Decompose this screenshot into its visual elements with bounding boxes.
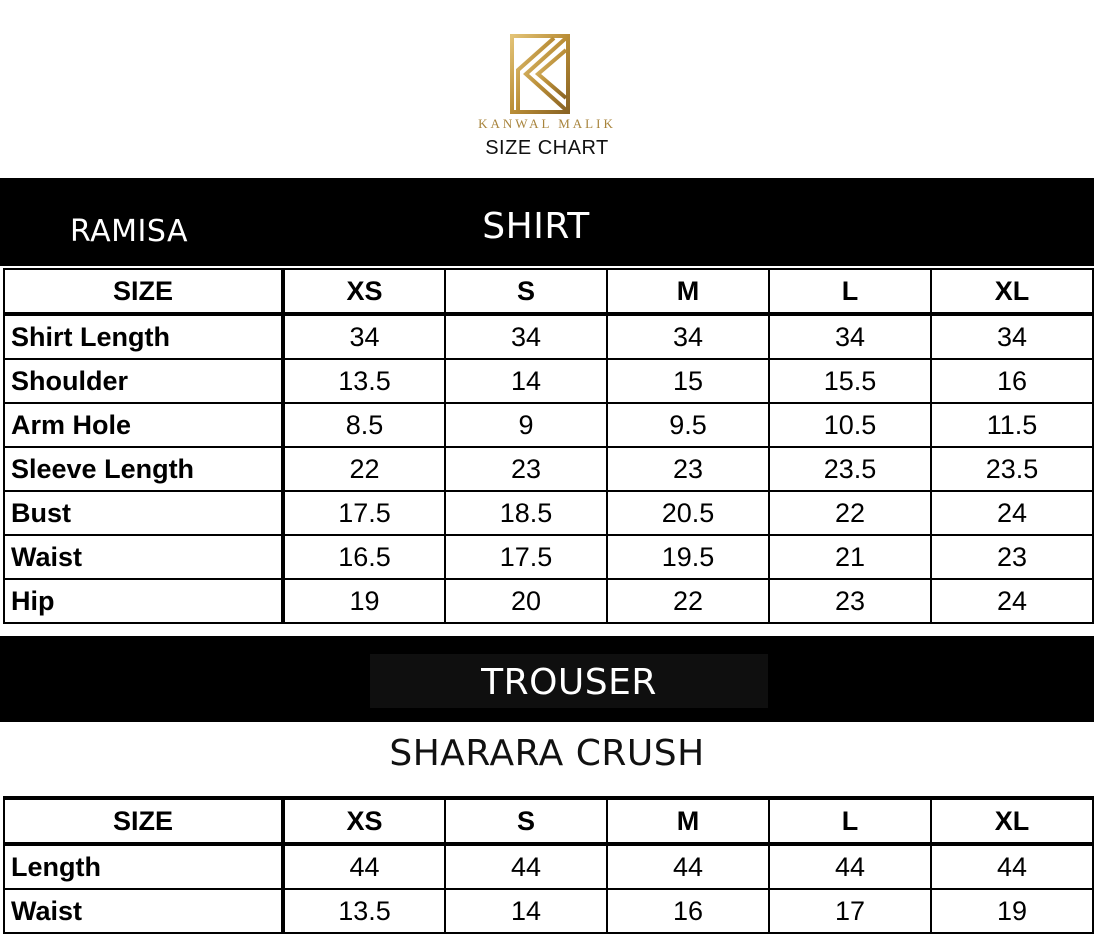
table-cell: 22: [283, 447, 445, 491]
table-cell: 20.5: [607, 491, 769, 535]
table-cell: 15.5: [769, 359, 931, 403]
column-header: M: [607, 798, 769, 844]
table-row: [4, 403, 1093, 447]
table-row: [4, 844, 1093, 889]
shirt-section-title: SHIRT: [482, 206, 590, 247]
trouser-section-title: TROUSER: [370, 654, 768, 708]
shirt-size-table: [3, 268, 1094, 624]
table-cell: 22: [769, 491, 931, 535]
table-cell: 23: [931, 535, 1093, 579]
table-cell: 21: [769, 535, 931, 579]
column-header: SIZE: [4, 269, 283, 314]
table-cell: 11.5: [931, 403, 1093, 447]
table-cell: 17.5: [283, 491, 445, 535]
table-cell: 44: [931, 844, 1093, 889]
row-label: Waist: [4, 535, 283, 579]
table-cell: 17.5: [445, 535, 607, 579]
table-cell: 44: [445, 844, 607, 889]
column-header: S: [445, 798, 607, 844]
row-label: Arm Hole: [4, 403, 283, 447]
row-label: Hip: [4, 579, 283, 623]
table-cell: 8.5: [283, 403, 445, 447]
column-header: XL: [931, 269, 1093, 314]
page-subtitle: SIZE CHART: [485, 137, 609, 159]
table-row: [4, 535, 1093, 579]
table-cell: 34: [283, 314, 445, 359]
column-header: L: [769, 269, 931, 314]
table-cell: 44: [607, 844, 769, 889]
table-cell: 14: [445, 359, 607, 403]
table-cell: 34: [931, 314, 1093, 359]
column-header: S: [445, 269, 607, 314]
table-cell: 19: [283, 579, 445, 623]
column-header: SIZE: [4, 798, 283, 844]
table-cell: 14: [445, 889, 607, 933]
table-cell: 34: [607, 314, 769, 359]
row-label: Waist: [4, 889, 283, 933]
table-cell: 13.5: [283, 359, 445, 403]
column-header: M: [607, 269, 769, 314]
column-header: L: [769, 798, 931, 844]
table-row: [4, 889, 1093, 933]
table-cell: 44: [769, 844, 931, 889]
table-cell: 16: [931, 359, 1093, 403]
table-cell: 17: [769, 889, 931, 933]
table-cell: 23: [445, 447, 607, 491]
table-cell: 23: [607, 447, 769, 491]
table-cell: 20: [445, 579, 607, 623]
table-cell: 34: [769, 314, 931, 359]
table-cell: 23.5: [769, 447, 931, 491]
brand-name: KANWAL MALIK: [478, 116, 616, 131]
column-header: XS: [283, 269, 445, 314]
table-cell: 9: [445, 403, 607, 447]
table-cell: 23: [769, 579, 931, 623]
table-cell: 13.5: [283, 889, 445, 933]
table-header-row: [4, 798, 1093, 844]
table-cell: 24: [931, 579, 1093, 623]
shirt-product-name: RAMISA: [70, 214, 189, 249]
table-row: [4, 579, 1093, 623]
table-cell: 15: [607, 359, 769, 403]
table-cell: 9.5: [607, 403, 769, 447]
table-row: [4, 491, 1093, 535]
table-cell: 19.5: [607, 535, 769, 579]
table-cell: 10.5: [769, 403, 931, 447]
table-cell: 16.5: [283, 535, 445, 579]
row-label: Bust: [4, 491, 283, 535]
k-monogram-logo: [508, 34, 572, 114]
table-header-row: [4, 269, 1093, 314]
table-cell: 23.5: [931, 447, 1093, 491]
table-cell: 24: [931, 491, 1093, 535]
row-label: Shirt Length: [4, 314, 283, 359]
table-cell: 22: [607, 579, 769, 623]
row-label: Length: [4, 844, 283, 889]
header: [0, 0, 1094, 178]
table-cell: 18.5: [445, 491, 607, 535]
row-label: Sleeve Length: [4, 447, 283, 491]
row-label: Shoulder: [4, 359, 283, 403]
table-row: [4, 359, 1093, 403]
table-row: [4, 314, 1093, 359]
table-cell: 19: [931, 889, 1093, 933]
table-row: [4, 447, 1093, 491]
trouser-product-name: SHARARA CRUSH: [389, 733, 705, 774]
column-header: XS: [283, 798, 445, 844]
table-cell: 34: [445, 314, 607, 359]
table-cell: 16: [607, 889, 769, 933]
trouser-size-table: [3, 796, 1094, 934]
column-header: XL: [931, 798, 1093, 844]
table-cell: 44: [283, 844, 445, 889]
